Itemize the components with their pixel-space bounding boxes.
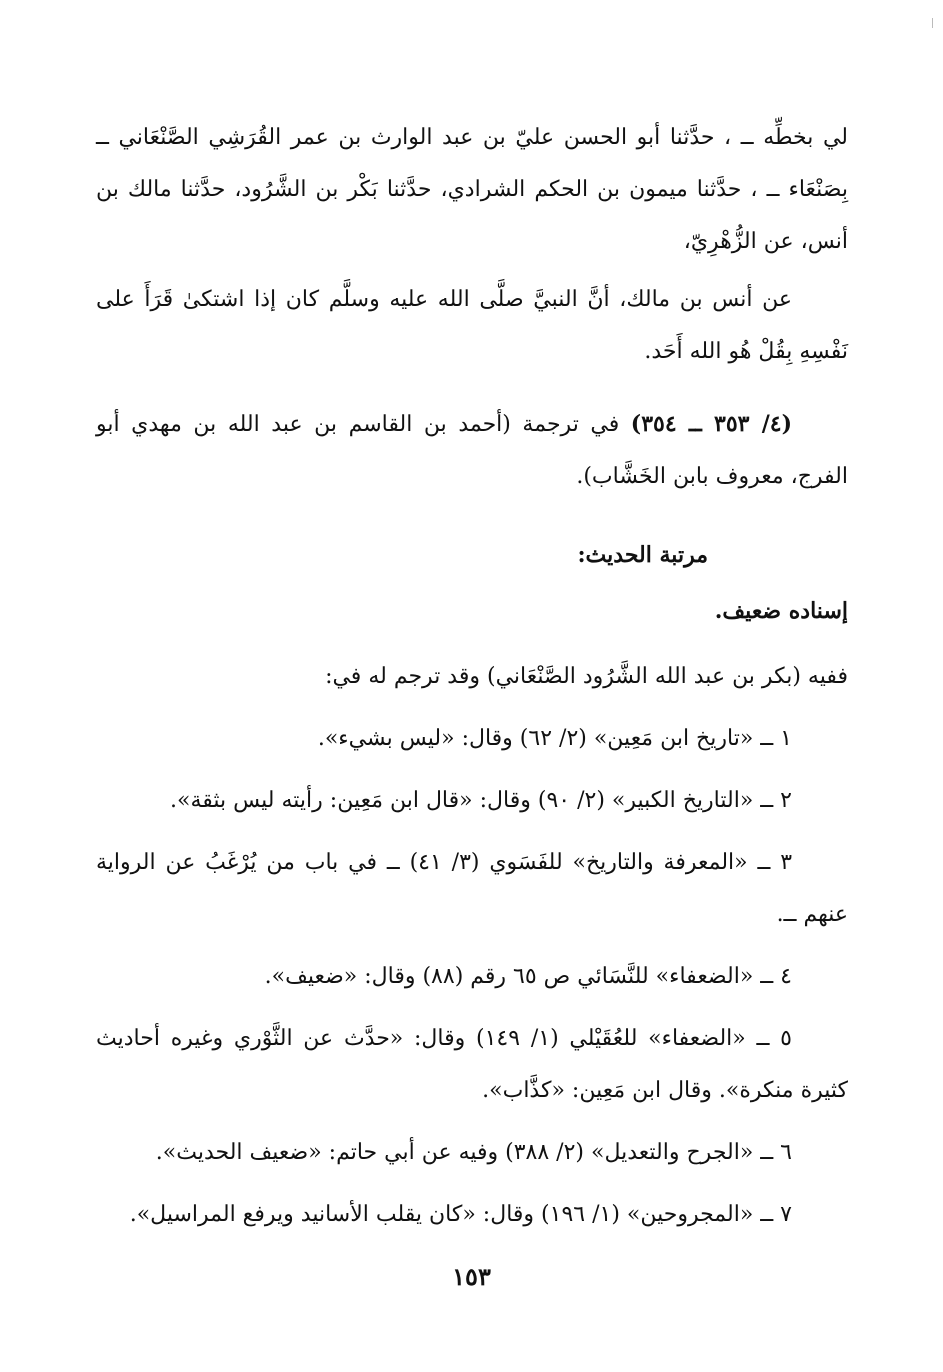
reference-item-3: ٣ ــ «المعرفة والتاريخ» للفَسَوي (٣/ ٤١) ــ في باب من يُرْغَبُ عن الرواية عنهم ــ. xyxy=(96,850,848,927)
reference-item-2: ٢ ــ «التاريخ الكبير» (٢/ ٩٠) وقال: «قال ابن مَعِين: رأيته ليس بثقة». xyxy=(169,788,792,813)
reference-item-6: ٦ ــ «الجرح والتعديل» (٢/ ٣٨٨) وفيه عن أبي حاتم: «ضعيف الحديث». xyxy=(155,1140,792,1165)
hadith-grade-verdict: إسناده ضعيف. xyxy=(714,598,848,624)
source-reference-text: في ترجمة (أحمد بن القاسم بن عبد الله بن مهدي أبو الفرج، معروف بابن الخَشَّاب). xyxy=(96,412,848,489)
paragraph-hadith-text: عن أنس بن مالك، أنَّ النبيَّ صلَّى الله عليه وسلَّم كان إذا اشتكىٰ قَرَأَ على نَفْسِهِ بِقُلْ هُو الله أَحَد. xyxy=(96,287,848,364)
paragraph-narrator-note: ففيه (بكر بن عبد الله الشَّرُود الصَّنْعَاني) وقد ترجم له في: xyxy=(325,664,848,689)
reference-item-7: ٧ ــ «المجروحين» (١/ ١٩٦) وقال: «كان يقلب الأسانيد ويرفع المراسيل». xyxy=(129,1202,792,1227)
reference-item-4: ٤ ــ «الضعفاء» للنَّسَائي ص ٦٥ رقم (٨٨) وقال: «ضعيف». xyxy=(264,964,792,989)
page-body xyxy=(96,112,848,1241)
source-reference-volume: (٤/ ٣٥٣ ــ ٣٥٤) xyxy=(630,411,792,437)
reference-item-5: ٥ ــ «الضعفاء» للعُقَيْلي (١/ ١٤٩) وقال: «حدَّث عن الثَّوْري وغيره أحاديث كثيرة منكرة». وقال ابن مَعِين: «كذَّاب». xyxy=(96,1026,848,1103)
section-heading-hadith-grade: مرتبة الحديث: xyxy=(577,542,708,568)
scan-edge-mark xyxy=(932,18,933,28)
reference-item-1: ١ ــ «تاريخ ابن مَعِين» (٢/ ٦٢) وقال: «ليس بشيء». xyxy=(317,726,792,751)
paragraph-isnad: لي بخطِّه ــ ، حدَّثنا أبو الحسن عليّ بن عبد الوارث بن عمر القُرَشِي الصَّنْعَاني ــ بِصَنْعَاء ــ ، حدَّثنا ميمون بن الحكم الشرادي، حدَّثنا بَكْر بن الشَّرُود، حدَّثنا مالك بن أنس، عن الزُّهْرِيّ، xyxy=(96,125,848,254)
paragraph-source-reference xyxy=(96,398,848,503)
page-number: ١٥٣ xyxy=(452,1262,491,1291)
